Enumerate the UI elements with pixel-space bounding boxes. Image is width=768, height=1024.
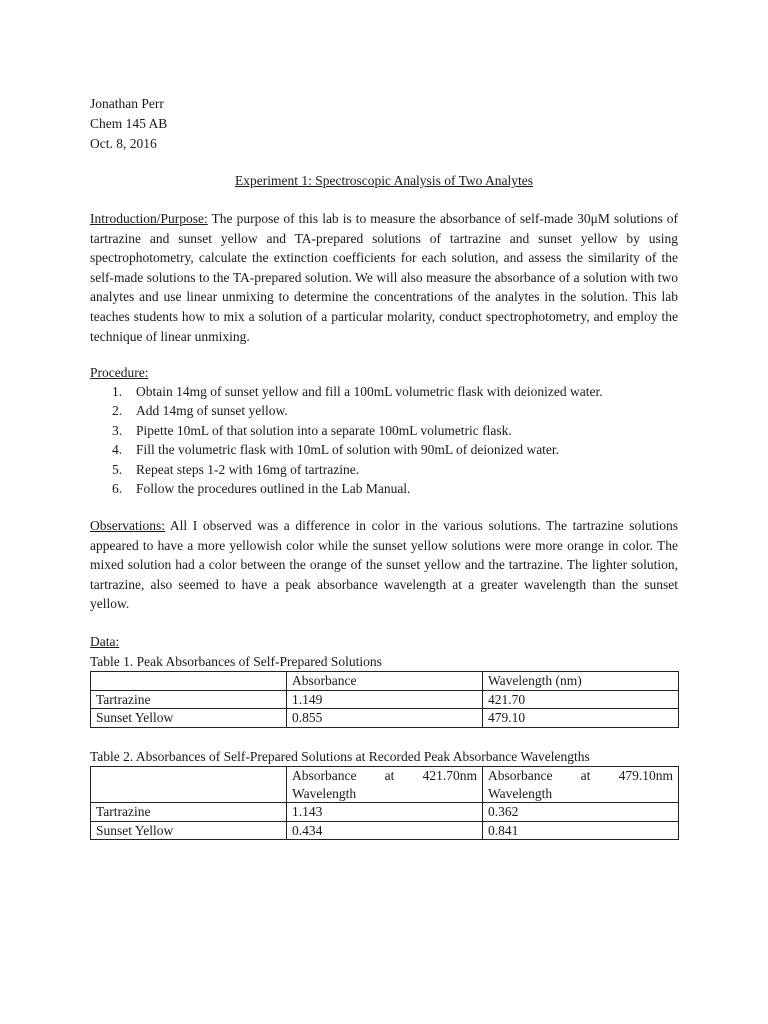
- table-cell: [91, 767, 287, 803]
- author-name: Jonathan Perr: [90, 96, 164, 111]
- observations-paragraph: [90, 516, 678, 614]
- list-item: [90, 479, 690, 498]
- intro-paragraph: [90, 209, 678, 346]
- step-number: 5.: [112, 461, 123, 477]
- table-row: [91, 821, 679, 840]
- step-number: 2.: [112, 403, 123, 419]
- header-line: Wavelength: [292, 785, 357, 801]
- table-cell: 421.70: [483, 690, 679, 709]
- course-name: Chem 145 AB: [90, 116, 168, 131]
- report-date: Oct. 8, 2016: [90, 136, 157, 151]
- table-cell: 479.10: [483, 709, 679, 728]
- step-text: Follow the procedures outlined in the Lab Manual.: [136, 481, 411, 497]
- step-number: 1.: [112, 384, 123, 399]
- table1-caption: Table 1. Peak Absorbances of Self-Prepared Solutions: [90, 654, 382, 669]
- table-cell: 1.149: [287, 690, 483, 709]
- table-cell: 0.434: [287, 821, 483, 840]
- step-text: Add 14mg of sunset yellow.: [136, 403, 288, 419]
- intro-label: Introduction/Purpose:: [90, 211, 208, 226]
- table-cell: [91, 672, 287, 691]
- step-number: 4.: [112, 442, 123, 458]
- observations-text: All I observed was a difference in color in the various solutions. The tartrazine solutions appeared to have a more yellowish color while the sunset yellow solutions were more orange in color. The mixed solution had a color between the orange of the sunset yellow and the tartrazine. The lighter solution, tartrazine, also seemed to have a peak absorbance wavelength at a greater wavelength than the sunset yellow.: [90, 518, 678, 612]
- table-row: [91, 803, 679, 822]
- table-row: [91, 709, 679, 728]
- intro-text: The purpose of this lab is to measure the absorbance of self-made 30μM solutions of tartrazine and sunset yellow and TA-prepared solutions of tartrazine and sunset yellow by using spectrophotometry, calculate the extinction coefficients for each solution, and assess the similarity of the self-made solutions to the TA-prepared solution. We will also measure the absorbance of a solution with two analytes and use linear unmixing to determine the concentrations of the analytes in the solution. This lab teaches students how to mix a solution of a particular molarity, conduct spectrophotometry, and employ the technique of linear unmixing.: [90, 211, 678, 344]
- header-line: Wavelength: [488, 785, 553, 801]
- procedure-list: [90, 382, 690, 498]
- table-cell: [287, 767, 483, 803]
- step-text: Obtain 14mg of sunset yellow and fill a 100mL volumetric flask with deionized water.: [136, 384, 603, 399]
- table1: [90, 671, 679, 728]
- table-header-row: [91, 672, 679, 691]
- list-item: [90, 401, 690, 420]
- table-cell: Wavelength (nm): [483, 672, 679, 691]
- step-number: 6.: [112, 481, 123, 497]
- list-item: [90, 440, 690, 459]
- step-text: Fill the volumetric flask with 10mL of solution with 90mL of deionized water.: [136, 442, 560, 458]
- table-row: [91, 690, 679, 709]
- table-cell: Tartrazine: [91, 690, 287, 709]
- table-cell: 0.841: [483, 821, 679, 840]
- list-item: [90, 460, 690, 479]
- header-line: Absorbance at 421.70nm: [292, 768, 477, 783]
- observations-label: Observations:: [90, 518, 165, 533]
- table2-caption: Table 2. Absorbances of Self-Prepared Solutions at Recorded Peak Absorbance Wavelengths: [90, 749, 590, 764]
- table-header-row: [91, 767, 679, 803]
- report-title: Experiment 1: Spectroscopic Analysis of Two Analytes: [234, 173, 533, 188]
- table-cell: 0.855: [287, 709, 483, 728]
- list-item: [90, 421, 690, 440]
- step-text: Pipette 10mL of that solution into a separate 100mL volumetric flask.: [136, 422, 512, 438]
- data-heading: Data:: [90, 634, 120, 649]
- table-cell: Absorbance: [287, 672, 483, 691]
- table-cell: Tartrazine: [91, 803, 287, 822]
- procedure-heading: Procedure:: [90, 365, 149, 380]
- table-cell: Sunset Yellow: [91, 709, 287, 728]
- table-cell: Sunset Yellow: [91, 821, 287, 840]
- step-text: Repeat steps 1-2 with 16mg of tartrazine.: [136, 461, 360, 477]
- table-cell: 0.362: [483, 803, 679, 822]
- list-item: [90, 382, 690, 401]
- header-line: Absorbance at 479.10nm: [488, 768, 673, 783]
- table-cell: 1.143: [287, 803, 483, 822]
- author-header: [90, 94, 167, 154]
- table2: [90, 766, 679, 840]
- table-cell: [483, 767, 679, 803]
- step-number: 3.: [112, 422, 123, 438]
